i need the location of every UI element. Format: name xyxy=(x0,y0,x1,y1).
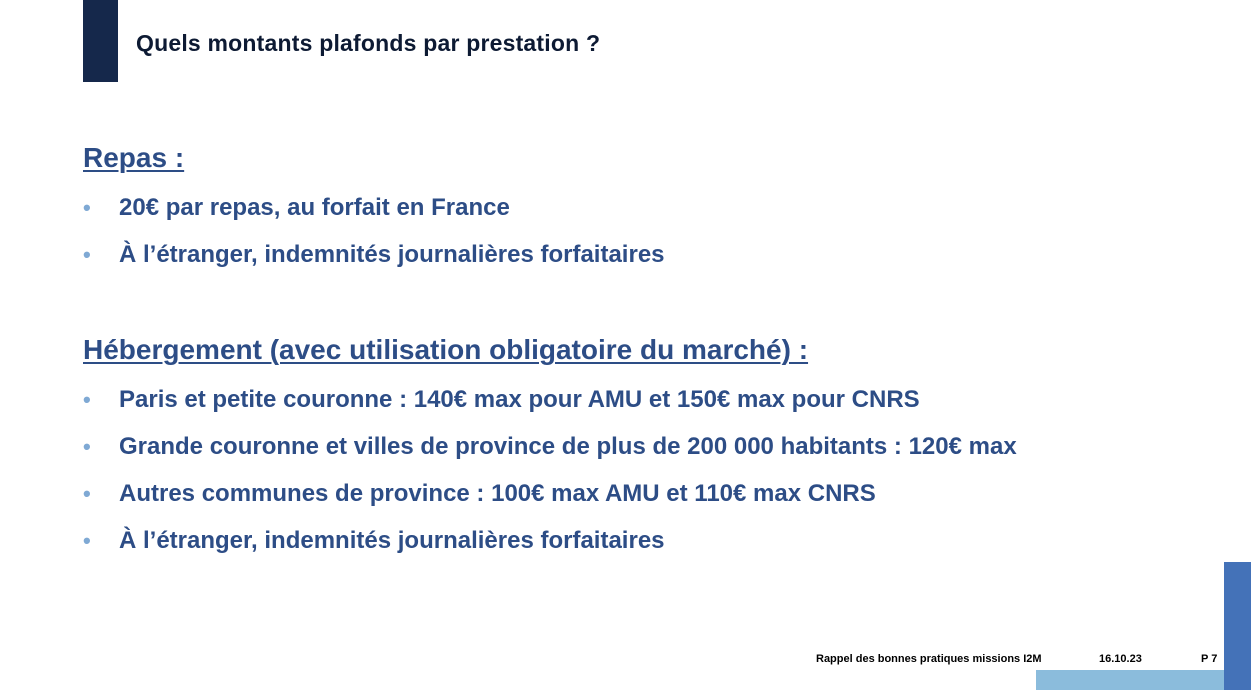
page-number: P 7 xyxy=(1201,653,1218,665)
list-item xyxy=(83,241,1203,269)
list-item xyxy=(83,433,1203,461)
slide-title: Quels montants plafonds par prestation ? xyxy=(136,30,601,56)
bullet-icon: • xyxy=(83,528,91,553)
list-item-text: À l’étranger, indemnités journalières forfaitaires xyxy=(119,241,665,268)
list-repas xyxy=(83,194,1203,269)
title-accent-bar xyxy=(83,0,118,82)
bullet-icon: • xyxy=(83,195,91,220)
list-item xyxy=(83,194,1203,222)
section-heading-repas: Repas : xyxy=(83,142,185,173)
footer-date: 16.10.23 xyxy=(1099,653,1142,665)
section-heading-hebergement: Hébergement (avec utilisation obligatoire du marché) : xyxy=(83,334,809,365)
list-item-text: 20€ par repas, au forfait en France xyxy=(119,194,510,221)
bottom-accent-strip xyxy=(1036,670,1224,690)
list-item-text: Autres communes de province : 100€ max AMU et 110€ max CNRS xyxy=(119,480,876,507)
section-repas xyxy=(83,141,1203,269)
list-item-text: Grande couronne et villes de province de plus de 200 000 habitants : 120€ max xyxy=(119,433,1017,460)
bullet-icon: • xyxy=(83,481,91,506)
section-hebergement xyxy=(83,333,1203,555)
list-item-text: Paris et petite couronne : 140€ max pour AMU et 150€ max pour CNRS xyxy=(119,386,920,413)
bullet-icon: • xyxy=(83,434,91,459)
bullet-icon: • xyxy=(83,387,91,412)
list-item xyxy=(83,480,1203,508)
list-item-text: À l’étranger, indemnités journalières forfaitaires xyxy=(119,527,665,554)
list-hebergement xyxy=(83,386,1203,555)
bullet-icon: • xyxy=(83,242,91,267)
footer-label: Rappel des bonnes pratiques missions I2M xyxy=(816,653,1042,665)
corner-accent-bar xyxy=(1224,562,1251,690)
list-item xyxy=(83,527,1203,555)
list-item xyxy=(83,386,1203,414)
